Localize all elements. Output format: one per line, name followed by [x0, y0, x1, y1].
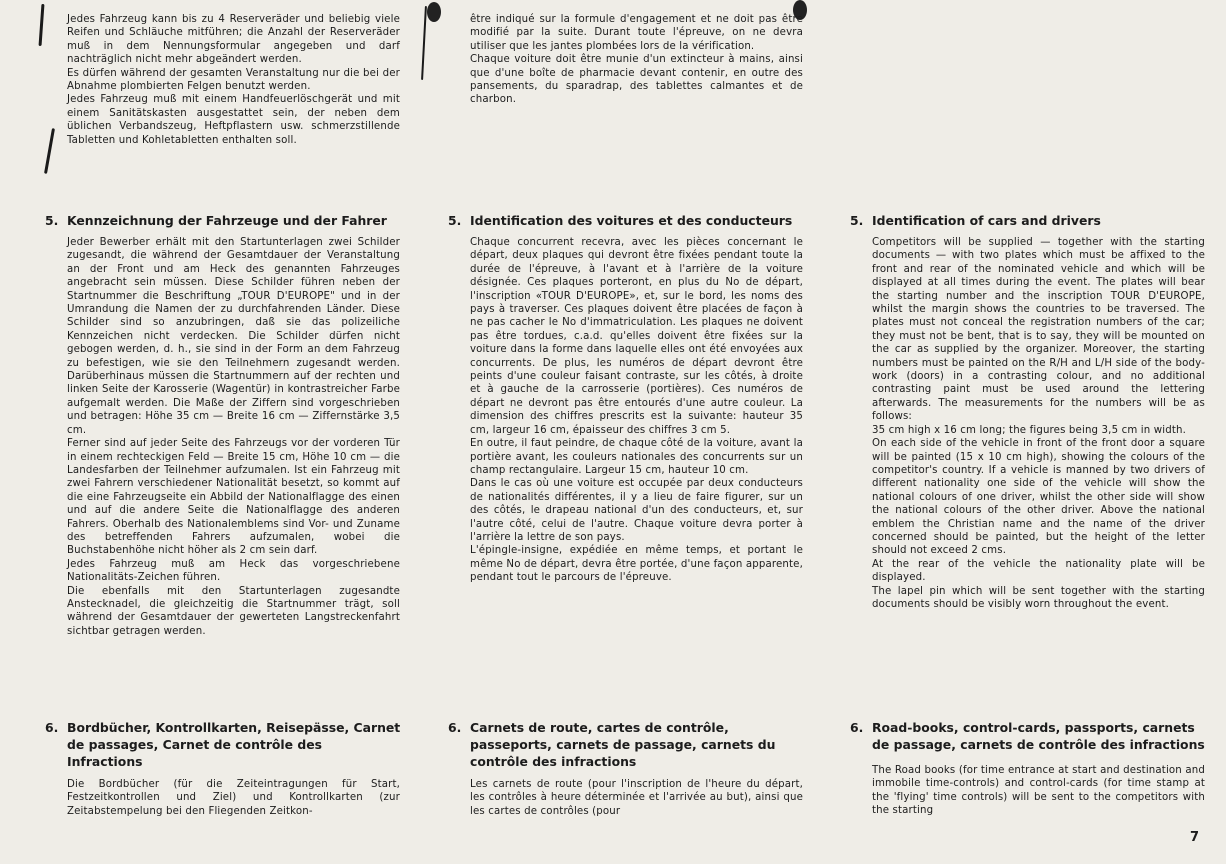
- section-number: 5.: [850, 213, 864, 228]
- paragraph: Ferner sind auf jeder Seite des Fahrzeugs vor der vorderen Tür in einem rechteckigen Feld — Breite 15 cm, Höhe 10 cm — die Landesfarben der Teilnehmer aufzumalen. Ist ein Fahrzeug mit zwei Fahrern verschiedener Nationalität besetzt, so kommt auf die eine Fahrzeugseite ein Abbild der Nationalflagge des einen und auf die andere Seite die Nationalflagge des anderen Fahrers. Oberhalb des Nationalemblems sind Vor- und Zuname des betreffenden Fahrers aufzumalen, wobei die Buchstabenhöhe nicht höher als 2 cm sein darf.: [67, 438, 400, 557]
- section-title: Identification des voitures et des conducteurs: [470, 213, 793, 228]
- paragraph: Jeder Bewerber erhält mit den Startunterlagen zwei Schilder zugesandt, die während der Gesamtdauer der Veranstaltung an der Front und am Heck des genannten Fahrzeuges angebracht sein müssen. Diese Schilder führen neben der Startnummer die Beschriftung „TOUR D'EUROPE" und in der Umrandung die Namen der zu durchfahrenden Länder. Diese Schilder sind so anzubringen, daß sie das polizeiliche Kennzeichen nicht verdecken. Die Schilder dürfen nicht gebogen werden, d. h., sie sind in der Form an dem Fahrzeug zu befestigen, wie sie den Teilnehmern zugesandt werden. Darüberhinaus müssen die Startnummern auf der rechten und linken Seite der Karosserie (Wagentür) in kontrastreicher Farbe aufgemalt werden. Die Maße der Ziffern sind vorgeschrieben und betragen: Höhe 35 cm — Breite 16 cm — Ziffernstärke 3,5 cm.: [67, 237, 400, 436]
- margin-mark: [44, 128, 55, 174]
- column-english-section5: [872, 236, 1205, 611]
- column-french-section5: [470, 236, 803, 585]
- section-number: 5.: [448, 213, 462, 228]
- section-title: Road-books, control-cards, passports, carnets de passage, carnets de contrôle des infractions: [872, 720, 1205, 752]
- punch-hole-shadow: [427, 2, 441, 22]
- paragraph: Chaque voiture doit être munie d'un extincteur à mains, ainsi que d'une boîte de pharmacie devant contenir, en outre des pansements, du sparadrap, des tablettes calmantes et de charbon.: [470, 54, 803, 106]
- paragraph: L'épingle-insigne, expédiée en même temps, et portant le même No de départ, devra être portée, d'une façon apparente, pendant tout le parcours de l'épreuve.: [470, 545, 803, 584]
- column-french-section6: [470, 778, 803, 818]
- column-french-intro: [470, 13, 803, 107]
- paragraph: At the rear of the vehicle the nationality plate will be displayed.: [872, 558, 1205, 584]
- paragraph: The Road books (for time entrance at start and destination and immobile time-controls) and control-cards (for time stamp at the 'flying' time controls) will be sent to the competitors with the starting: [872, 765, 1205, 817]
- paragraph: Jedes Fahrzeug muß am Heck das vorgeschriebene Nationalitäts-Zeichen führen.: [67, 558, 400, 584]
- section-number: 6.: [850, 720, 864, 735]
- paragraph: Es dürfen während der gesamten Veranstaltung nur die bei der Abnahme plombierten Felgen benutzt werden.: [67, 67, 400, 93]
- section-number: 6.: [45, 720, 59, 735]
- paragraph: Chaque concurrent recevra, avec les pièces concernant le départ, deux plaques qui devront être fixées pendant toute la durée de l'épreuve, à l'avant et à l'arrière de la voiture désignée. Ces plaques porteront, en plus du No de départ, l'inscription «TOUR D'EUROPE», et, sur le bord, les noms des pays à traverser. Ces plaques doivent être placées de façon à ne pas cacher le No d'immatriculation. Les plaques ne doivent pas être tordues, c.a.d. qu'elles doivent être fixées sur la voiture dans la forme dans laquelle elles ont été envoyées aux concurrents. De plus, les numéros de départ devront être peints d'une couleur faisant contraste, sur les côtés, à droite et à gauche de la carrosserie (portières). Ces numéros de départ ne devront pas être entourés d'une autre couleur. La dimension des chiffres prescrits est la suivante: hauteur 35 cm, largeur 16 cm, épaisseur des chiffres 3 cm 5.: [470, 237, 803, 436]
- section-heading: [850, 719, 1206, 753]
- section-heading: [448, 212, 804, 229]
- column-german-section6: [67, 778, 400, 818]
- paragraph: Die Bordbücher (für die Zeiteintragungen für Start, Festzeitkontrollen und Ziel) und Kontrollkarten (zur Zeitabstempelung bei den Fliegenden Zeitkon-: [67, 779, 400, 817]
- section-number: 5.: [45, 213, 59, 228]
- section-heading: [45, 212, 401, 229]
- paragraph: The lapel pin which will be sent together with the starting documents should be visibly worn throughout the event.: [872, 585, 1205, 610]
- section-title: Identification of cars and drivers: [872, 213, 1101, 228]
- section-heading: [850, 212, 1206, 229]
- margin-mark: [421, 6, 427, 80]
- paragraph: Les carnets de route (pour l'inscription de l'heure du départ, les contrôles à heure déterminée et l'arrivée au but), ainsi que les cartes de contrôles (pour: [470, 779, 803, 817]
- paragraph: En outre, il faut peindre, de chaque côté de la voiture, avant la portière avant, les couleurs nationales des concurrents sur un champ rectangulaire. Largeur 15 cm, hauteur 10 cm.: [470, 438, 803, 476]
- section-heading: [45, 719, 401, 770]
- page-number: 7: [1190, 830, 1200, 845]
- paragraph: Dans le cas où une voiture est occupée par deux conducteurs de nationalités différentes, il y a lieu de faire figurer, sur un des côtés, le drapeau national d'un des conducteurs, et, sur l'autre côté, celui de l'autre. Chaque voiture devra porter à l'arrière la lettre de son pays.: [470, 478, 803, 543]
- paragraph: Competitors will be supplied — together with the starting documents — with two plates which must be affixed to the front and rear of the nominated vehicle and which will be displayed at all times during the event. The plates will bear the starting number and the inscription TOUR D'EUROPE, whilst the margin shows the countries to be traversed. The plates must not conceal the registration numbers of the car; they must not be bent, that is to say, they will be mounted on the car as supplied by the organizer. Moreover, the starting numbers must be painted on the R/H and L/H side of the body-work (doors) in a contrasting colour, and no additional contrasting paint must be used around the lettering afterwards. The measurements for the numbers will be as follows:: [872, 237, 1205, 423]
- section-title: Bordbücher, Kontrollkarten, Reisepässe, Carnet de passages, Carnet de contrôle des Infractions: [67, 720, 401, 769]
- section-number: 6.: [448, 720, 462, 735]
- section-title: Carnets de route, cartes de contrôle, passeports, carnets de passage, carnets du contrôle des infractions: [470, 720, 776, 769]
- paragraph: On each side of the vehicle in front of the front door a square will be painted (15 x 10 cm high), showing the colours of the competitor's country. If a vehicle is manned by two drivers of different nationality one side of the vehicle will show the national colours of one driver, whilst the other side will show the national colours of the other driver. Above the national emblem the Christian name and the name of the driver concerned should be painted, but the height of the letter should not exceed 2 cms.: [872, 438, 1205, 557]
- margin-mark: [39, 4, 45, 46]
- section-heading: [448, 719, 804, 770]
- paragraph: 35 cm high x 16 cm long; the figures being 3,5 cm in width.: [872, 424, 1187, 436]
- column-german-section5: [67, 236, 400, 638]
- section-title: Kennzeichnung der Fahrzeuge und der Fahrer: [67, 213, 387, 228]
- paragraph: être indiqué sur la formule d'engagement et ne doit pas être modifié par la suite. Durant toute l'épreuve, on ne devra utiliser que les jantes plombées lors de la vérification.: [470, 14, 803, 52]
- paragraph: Jedes Fahrzeug muß mit einem Handfeuerlöschgerät und mit einem Sanitätskasten ausgestattet sein, der neben dem üblichen Verbandszeug, Heftpflastern usw. schmerzstillende Tabletten und Kohletabletten enthalten soll.: [67, 94, 400, 146]
- column-german-intro: [67, 13, 400, 147]
- paragraph: Die ebenfalls mit den Startunterlagen zugesandte Anstecknadel, die gleichzeitig die Startnummer trägt, soll während der Gesamtdauer der gewerteten Langstreckenfahrt sichtbar getragen werden.: [67, 585, 400, 637]
- paragraph: Jedes Fahrzeug kann bis zu 4 Reserveräder und beliebig viele Reifen und Schläuche mitführen; die Anzahl der Reserveräder muß in dem Nennungsformular angegeben und darf nachträglich nicht mehr abgeändert werden.: [67, 14, 400, 66]
- column-english-section6: [872, 764, 1205, 818]
